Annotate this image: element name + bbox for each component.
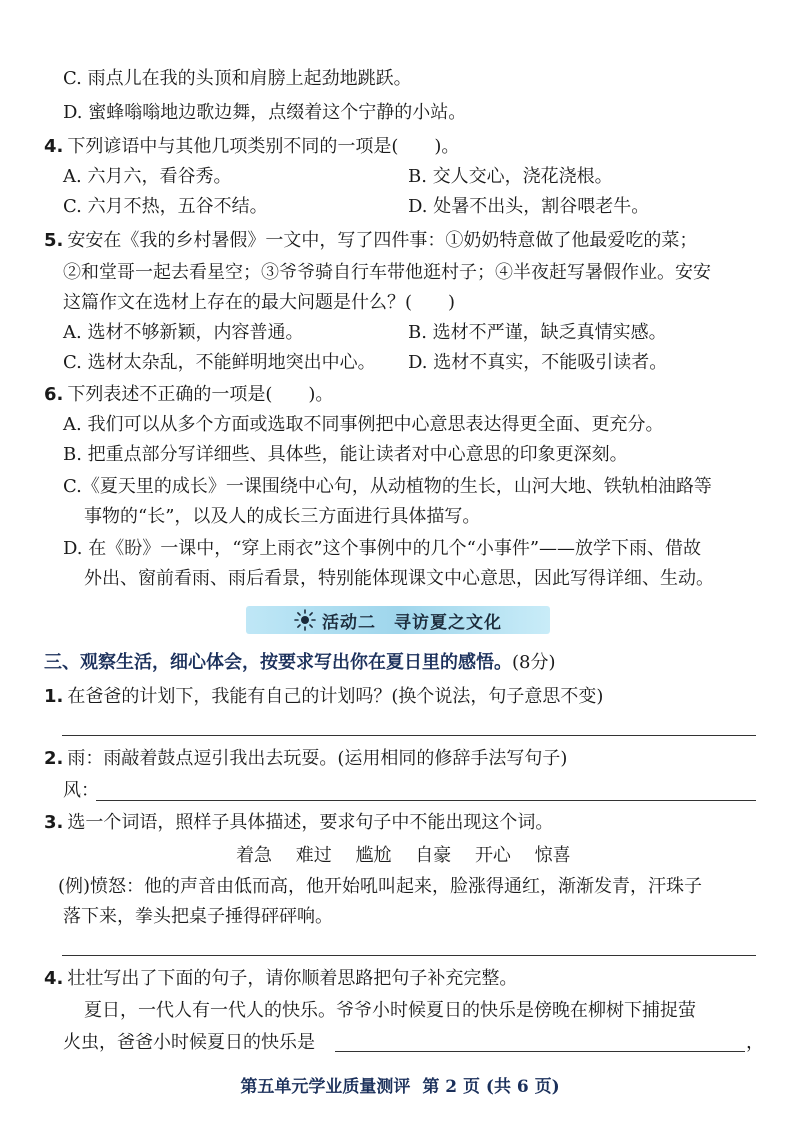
s3-q3-text: 选一个词语，照样子具体描述，要求句子中不能出现这个词。	[67, 812, 554, 833]
s3-q2-answer-line[interactable]	[96, 800, 756, 801]
s3-q2-text: 雨：雨敲着鼓点逗引我出去玩耍。(运用相同的修辞手法写句子)	[67, 748, 568, 769]
s3-q4-para-line1: 夏日，一代人有一代人的快乐。爷爷小时候夏日的快乐是傍晚在柳树下捕捉萤	[84, 1000, 696, 1021]
s3-q4-para-end: ，	[746, 1032, 764, 1053]
word-option: 着急	[236, 845, 272, 866]
s3-q4	[44, 966, 517, 992]
s3-q4-answer-line[interactable]	[335, 1051, 745, 1052]
q6-option-b: B. 把重点部分写详细些、具体些，能让读者对中心意思的印象更深刻。	[63, 444, 628, 465]
s3-q3-example-line1: (例)愤怒：他的声音由低而高，他开始吼叫起来，脸涨得通红，渐渐发青，汗珠子	[58, 876, 703, 897]
section3-score: (8分)	[512, 652, 556, 673]
q5-option-c: C. 选材太杂乱，不能鲜明地突出中心。	[63, 352, 376, 373]
q4-stem-text: 下列谚语中与其他几项类别不同的一项是( )。	[67, 136, 460, 157]
s3-q3-example-line2: 落下来，拳头把桌子捶得砰砰响。	[63, 906, 333, 927]
s3-q1	[44, 684, 603, 710]
q5-option-b: B. 选材不严谨，缺乏真情实感。	[408, 322, 667, 343]
q6-stem-text: 下列表述不正确的一项是( )。	[67, 384, 334, 405]
s3-q4-number: 4.	[44, 968, 64, 989]
q6-option-d-line1: D. 在《盼》一课中，“穿上雨衣”这个事例中的几个“小事件”——放学下雨、借故	[63, 538, 702, 559]
q6-stem	[44, 382, 333, 408]
q3-option-d: D. 蜜蜂嗡嗡地边歌边舞，点缀着这个宁静的小站。	[63, 102, 467, 123]
s3-q4-para-line2	[63, 1030, 315, 1056]
section3-heading	[44, 650, 556, 676]
footer-unit: 第五单元学业质量测评	[240, 1077, 411, 1097]
q4-option-a: A. 六月六，看谷秀。	[63, 166, 232, 187]
s3-q3-word-list	[236, 843, 589, 869]
q5-option-a: A. 选材不够新颖，内容普通。	[63, 322, 304, 343]
q4-option-c: C. 六月不热，五谷不结。	[63, 196, 268, 217]
q6-number: 6.	[44, 384, 64, 405]
s3-q1-number: 1.	[44, 686, 64, 707]
section3-title: 三、观察生活，细心体会，按要求写出你在夏日里的感悟。	[44, 652, 512, 673]
q5-line1-text: 安安在《我的乡村暑假》一文中，写了四件事：①奶奶特意做了他最爱吃的菜；	[67, 230, 698, 251]
q3-option-c: C. 雨点儿在我的头顶和肩膀上起劲地跳跃。	[63, 68, 412, 89]
q5-line3: 这篇作文在选材上存在的最大问题是什么？( )	[63, 292, 456, 313]
s3-q3	[44, 810, 553, 836]
word-option: 开心	[474, 845, 511, 866]
activity-banner-title: 活动二 寻访夏之文化	[322, 612, 502, 633]
s3-q3-answer-line[interactable]	[62, 955, 756, 956]
q6-option-d-line2: 外出、窗前看雨、雨后看景，特别能体现课文中心意思，因此写得详细、生动。	[84, 568, 714, 589]
s3-q2	[44, 746, 567, 772]
word-option: 自豪	[415, 845, 452, 866]
q5-number: 5.	[44, 230, 64, 251]
sun-icon	[294, 609, 316, 631]
s3-q2-wind-label: 风：	[63, 780, 99, 801]
q4-stem	[44, 134, 459, 160]
activity-banner	[246, 606, 550, 634]
s3-q1-answer-line[interactable]	[62, 735, 756, 736]
word-option: 难过	[295, 845, 332, 866]
s3-q4-text: 壮壮写出了下面的句子，请你顺着思路把句子补充完整。	[67, 968, 518, 989]
q6-option-c-line2: 事物的“长”，以及人的成长三方面进行具体描写。	[84, 506, 481, 527]
q4-option-d: D. 处暑不出头，割谷喂老牛。	[408, 196, 650, 217]
q4-option-b: B. 交人交心，浇花浇根。	[408, 166, 613, 187]
s3-q2-number: 2.	[44, 748, 64, 769]
q5-option-d: D. 选材不真实，不能吸引读者。	[408, 352, 668, 373]
footer-page: 第 2 页 (共 6 页)	[422, 1077, 560, 1097]
q5-line2: ②和堂哥一起去看星空；③爷爷骑自行车带他逛村子；④半夜赶写暑假作业。安安	[63, 262, 711, 283]
s3-q3-number: 3.	[44, 812, 64, 833]
q6-option-c-line1: C.《夏天里的成长》一课围绕中心句，从动植物的生长，山河大地、铁轨柏油路等	[63, 476, 712, 497]
word-option: 尴尬	[355, 845, 392, 866]
word-option: 惊喜	[534, 845, 571, 866]
q4-number: 4.	[44, 136, 64, 157]
q5-line1	[44, 228, 697, 254]
page-footer	[0, 1072, 800, 1097]
s3-q4-para-start: 火虫，爸爸小时候夏日的快乐是	[63, 1032, 315, 1053]
s3-q1-text: 在爸爸的计划下，我能有自己的计划吗？(换个说法，句子意思不变)	[67, 686, 604, 707]
q6-option-a: A. 我们可以从多个方面或选取不同事例把中心意思表达得更全面、更充分。	[63, 414, 664, 435]
